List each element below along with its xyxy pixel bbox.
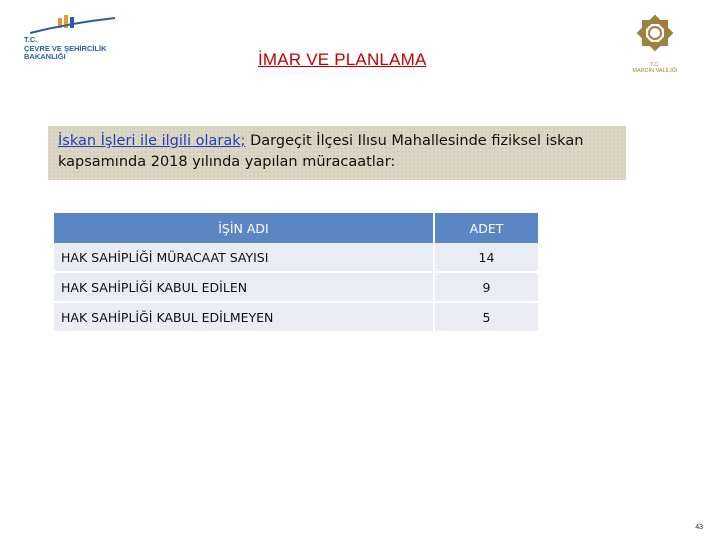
row-name: HAK SAHİPLİĞİ KABUL EDİLEN: [54, 272, 434, 302]
row-name: HAK SAHİPLİĞİ KABUL EDİLMEYEN: [54, 302, 434, 331]
intro-highlight: İskan İşleri ile ilgili olarak;: [58, 133, 246, 149]
ministry-logo: [22, 14, 132, 66]
column-header-count: ADET: [434, 213, 538, 243]
ministry-emblem-icon: [30, 14, 130, 36]
row-name: HAK SAHİPLİĞİ MÜRACAAT SAYISI: [54, 243, 434, 272]
ministry-line-1: T.C.: [24, 35, 38, 44]
ministry-name: [24, 36, 107, 62]
table-row: [54, 272, 538, 302]
governor-emblem-icon: [620, 12, 690, 64]
intro-text: Dargeçit İlçesi Ilısu Mahallesinde fiziksel iskan kapsamında 2018 yılında yapılan müracaatlar:: [58, 133, 584, 170]
column-header-name: İŞİN ADI: [54, 213, 434, 243]
row-count: 5: [434, 302, 538, 331]
governor-line-1: T.C.: [650, 62, 660, 68]
ministry-line-3: BAKANLIĞI: [24, 52, 66, 61]
table-row: [54, 302, 538, 331]
table-header-row: [54, 213, 538, 243]
row-count: 14: [434, 243, 538, 272]
row-count: 9: [434, 272, 538, 302]
ministry-line-2: ÇEVRE VE ŞEHİRCİLİK: [24, 43, 107, 53]
page-title: İMAR VE PLANLAMA: [258, 50, 427, 69]
governor-logo: [620, 12, 690, 78]
applications-table: [54, 213, 538, 331]
intro-box: [48, 126, 626, 180]
page-number: 43: [695, 524, 703, 531]
table-row: [54, 243, 538, 272]
governor-line-2: MARDİN VALİLİĞİ: [632, 68, 678, 74]
